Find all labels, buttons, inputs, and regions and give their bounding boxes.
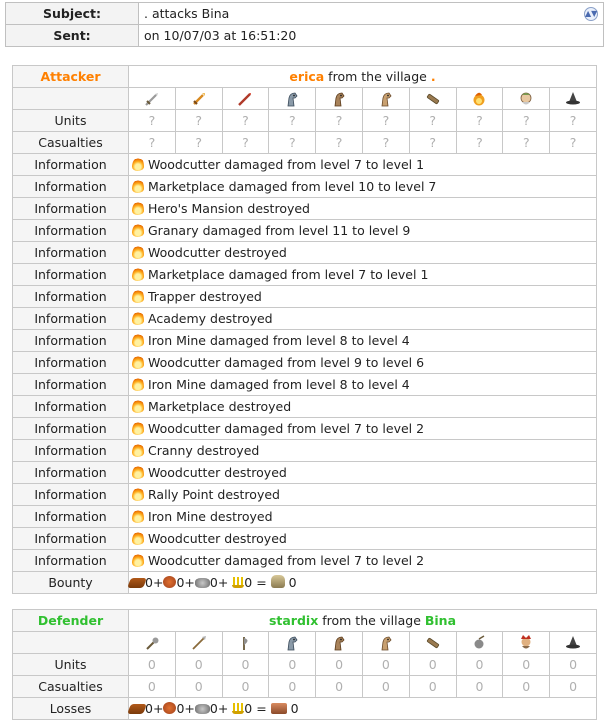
information-text-cell (129, 198, 597, 220)
unit-icon-cell (409, 632, 456, 654)
information-text-cell (129, 528, 597, 550)
fire-icon (132, 509, 144, 523)
unit-count: 0 (129, 654, 176, 676)
unit-icon-cell (456, 632, 503, 654)
att-side-label: Attacker (13, 66, 129, 88)
information-text: Woodcutter destroyed (148, 531, 287, 546)
information-label: Information (13, 220, 129, 242)
information-row (13, 242, 597, 264)
chief-icon (517, 634, 535, 652)
total-resources-icon (271, 703, 287, 714)
horse-head-icon (283, 634, 301, 652)
casualty-count: ? (362, 132, 409, 154)
information-text: Marketplace damaged from level 7 to level 1 (148, 267, 429, 282)
information-text: Cranny destroyed (148, 443, 260, 458)
fire-icon (132, 245, 144, 259)
fire-icon (132, 531, 144, 545)
information-row (13, 462, 597, 484)
information-label: Information (13, 176, 129, 198)
fire-icon (132, 465, 144, 479)
bounty-values (129, 572, 597, 594)
fire-icon (132, 179, 144, 193)
plus-sign: + (152, 701, 164, 716)
unit-icon-cell (175, 632, 222, 654)
fire-icon (132, 487, 144, 501)
unit-count: ? (129, 110, 176, 132)
information-label: Information (13, 154, 129, 176)
fire-icon (132, 267, 144, 281)
information-text: Marketplace damaged from level 10 to level 7 (148, 179, 437, 194)
losses-values (129, 698, 597, 720)
att-icons-row (13, 88, 597, 110)
horse-head-icon (283, 90, 301, 108)
information-label: Information (13, 308, 129, 330)
information-text-cell (129, 462, 597, 484)
unit-icon-cell (362, 632, 409, 654)
casualty-count: ? (269, 132, 316, 154)
horse-head-icon (377, 90, 395, 108)
information-row (13, 308, 597, 330)
unit-count: 0 (362, 654, 409, 676)
information-row (13, 506, 597, 528)
fire-icon (132, 333, 144, 347)
iron-icon (195, 704, 210, 714)
casualty-count: 0 (316, 676, 363, 698)
information-text-cell (129, 220, 597, 242)
defender-table (12, 609, 597, 720)
subject-value (139, 3, 604, 25)
information-text: Woodcutter damaged from level 7 to level 2 (148, 553, 425, 568)
unit-icon-cell (550, 632, 597, 654)
att-summary-row (13, 572, 597, 594)
fire-icon (132, 443, 144, 457)
losses-label: Losses (13, 698, 129, 720)
information-label: Information (13, 484, 129, 506)
crop-icon (232, 702, 244, 714)
information-text: Woodcutter damaged from level 7 to level 1 (148, 157, 425, 172)
information-text: Woodcutter damaged from level 7 to level 2 (148, 421, 425, 436)
casualty-count: 0 (269, 676, 316, 698)
information-text-cell (129, 506, 597, 528)
att-village-link[interactable]: . (430, 69, 436, 84)
information-text: Woodcutter destroyed (148, 465, 287, 480)
information-text-cell (129, 242, 597, 264)
unit-count: 0 (269, 654, 316, 676)
information-label: Information (13, 330, 129, 352)
casualties-label: Casualties (13, 676, 129, 698)
information-text: Iron Mine destroyed (148, 509, 273, 524)
casualty-count: 0 (129, 676, 176, 698)
information-text-cell (129, 396, 597, 418)
plus-sign: + (152, 575, 164, 590)
information-text: Iron Mine damaged from level 8 to level 4 (148, 377, 410, 392)
wood-icon (127, 704, 147, 714)
casualty-count: 0 (409, 676, 456, 698)
fire-icon (132, 421, 144, 435)
information-label: Information (13, 264, 129, 286)
att-casualties-row (13, 132, 597, 154)
plus-sign: + (217, 575, 233, 590)
information-text-cell (129, 550, 597, 572)
information-text-cell (129, 176, 597, 198)
casualty-count: 0 (222, 676, 269, 698)
plus-sign: + (184, 575, 195, 590)
information-text-cell (129, 352, 597, 374)
fire-icon (132, 355, 144, 369)
unit-icon-cell (503, 88, 550, 110)
unit-icon-cell (175, 88, 222, 110)
unit-icon-cell (456, 88, 503, 110)
iron-amount: 0 (209, 575, 218, 590)
fire-icon (132, 553, 144, 567)
unit-icon-cell (550, 88, 597, 110)
def-player-cell (129, 610, 597, 632)
unit-count: ? (456, 110, 503, 132)
information-text: Rally Point destroyed (148, 487, 280, 502)
information-text-cell (129, 264, 597, 286)
horse-head-icon (330, 90, 348, 108)
wood-amount: 0 (145, 575, 153, 590)
att-from-text: from the village (324, 69, 431, 84)
unit-count: ? (316, 110, 363, 132)
casualty-count: ? (175, 132, 222, 154)
att-units-row (13, 110, 597, 132)
unit-count: 0 (175, 654, 222, 676)
casualty-count: ? (503, 132, 550, 154)
crop-amount: 0 (244, 701, 253, 716)
unit-count: 0 (550, 654, 597, 676)
unit-count: ? (269, 110, 316, 132)
unit-icon-cell (503, 632, 550, 654)
information-label: Information (13, 286, 129, 308)
fire-icon (132, 399, 144, 413)
empty-cell (13, 632, 129, 654)
axe-icon (236, 634, 254, 652)
information-row (13, 484, 597, 506)
casualty-count: 0 (456, 676, 503, 698)
information-label: Information (13, 374, 129, 396)
information-text: Marketplace destroyed (148, 399, 292, 414)
empty-cell (13, 88, 129, 110)
unit-icon-cell (269, 88, 316, 110)
units-label: Units (13, 654, 129, 676)
information-row (13, 528, 597, 550)
equals-sign: = (252, 575, 271, 590)
information-row (13, 220, 597, 242)
sword-icon (143, 90, 161, 108)
information-label: Information (13, 506, 129, 528)
information-label: Information (13, 396, 129, 418)
information-text: Hero's Mansion destroyed (148, 201, 310, 216)
plus-sign: + (217, 701, 233, 716)
casualty-count: 0 (175, 676, 222, 698)
information-row (13, 550, 597, 572)
unit-icon-cell (129, 88, 176, 110)
horse-head-icon (330, 634, 348, 652)
crop-amount: 0 (244, 575, 253, 590)
casualty-count: ? (316, 132, 363, 154)
casualty-count: ? (222, 132, 269, 154)
def-side-label: Defender (13, 610, 129, 632)
information-row (13, 198, 597, 220)
spear-icon (190, 634, 208, 652)
casualty-count: 0 (503, 676, 550, 698)
fire-icon (132, 223, 144, 237)
casualty-count: ? (456, 132, 503, 154)
fire-icon (132, 201, 144, 215)
iron-amount: 0 (209, 701, 218, 716)
unit-count: ? (409, 110, 456, 132)
def-from-text: from the village (318, 613, 425, 628)
clay-icon (163, 576, 176, 588)
def-units-row (13, 654, 597, 676)
unit-icon-cell (409, 88, 456, 110)
fire-icon (132, 157, 144, 171)
fire-icon (132, 377, 144, 391)
unit-icon-cell (362, 88, 409, 110)
def-icons-row (13, 632, 597, 654)
casualty-count: ? (129, 132, 176, 154)
information-text-cell (129, 440, 597, 462)
units-label: Units (13, 110, 129, 132)
information-text: Granary damaged from level 11 to level 9 (148, 223, 411, 238)
def-player-link[interactable]: stardix (268, 613, 319, 628)
information-row (13, 330, 597, 352)
information-text-cell (129, 154, 597, 176)
information-label: Information (13, 198, 129, 220)
expand-toggle-icon[interactable]: ▲▼ (584, 7, 598, 21)
catapult-icon (470, 634, 488, 652)
information-text: Woodcutter destroyed (148, 245, 287, 260)
information-label: Information (13, 440, 129, 462)
information-text-cell (129, 374, 597, 396)
attacker-table (12, 65, 597, 594)
casualty-count: 0 (362, 676, 409, 698)
unit-count: ? (175, 110, 222, 132)
bounty-label: Bounty (13, 572, 129, 594)
information-text-cell (129, 418, 597, 440)
information-text-cell (129, 330, 597, 352)
def-village-link[interactable]: Bina (424, 613, 457, 628)
unit-count: ? (550, 110, 597, 132)
message-header (5, 2, 604, 47)
information-label: Information (13, 462, 129, 484)
information-text-cell (129, 308, 597, 330)
def-title-row (13, 610, 597, 632)
unit-icon-cell (269, 632, 316, 654)
iron-icon (195, 578, 210, 588)
casualties-label: Casualties (13, 132, 129, 154)
information-row (13, 154, 597, 176)
chieftain-icon (517, 90, 535, 108)
information-label: Information (13, 352, 129, 374)
unit-icon-cell (316, 632, 363, 654)
sent-label: Sent: (6, 25, 139, 47)
clay-amount: 0 (176, 575, 185, 590)
unit-count: ? (503, 110, 550, 132)
information-row (13, 440, 597, 462)
blade-icon (236, 90, 254, 108)
fireball-icon (470, 90, 488, 108)
information-row (13, 352, 597, 374)
fire-icon (132, 311, 144, 325)
unit-count: 0 (503, 654, 550, 676)
crop-icon (232, 576, 244, 588)
unit-count: 0 (456, 654, 503, 676)
plus-sign: + (184, 701, 195, 716)
dagger-icon (190, 90, 208, 108)
information-row (13, 418, 597, 440)
def-summary-row (13, 698, 597, 720)
att-player-link[interactable]: erica (289, 69, 325, 84)
information-label: Information (13, 550, 129, 572)
ram-icon (424, 634, 442, 652)
casualty-count: 0 (550, 676, 597, 698)
mace-icon (143, 634, 161, 652)
information-row (13, 374, 597, 396)
att-title-row (13, 66, 597, 88)
wood-icon (127, 578, 147, 588)
fire-icon (132, 289, 144, 303)
information-row (13, 286, 597, 308)
unit-count: 0 (409, 654, 456, 676)
ram-icon (424, 90, 442, 108)
unit-icon-cell (129, 632, 176, 654)
casualty-count: ? (550, 132, 597, 154)
carry-capacity-icon (271, 575, 285, 588)
wood-amount: 0 (145, 701, 153, 716)
information-text: Trapper destroyed (148, 289, 262, 304)
unit-count: 0 (316, 654, 363, 676)
information-row (13, 396, 597, 418)
settler-hat-icon (564, 90, 582, 108)
information-label: Information (13, 242, 129, 264)
unit-icon-cell (222, 632, 269, 654)
total-amount: 0 (286, 701, 299, 716)
subject-text: . attacks Bina (144, 6, 230, 21)
equals-sign: = (252, 701, 271, 716)
casualty-count: ? (409, 132, 456, 154)
information-text: Woodcutter damaged from level 9 to level 6 (148, 355, 425, 370)
unit-icon-cell (222, 88, 269, 110)
information-label: Information (13, 418, 129, 440)
att-player-cell (129, 66, 597, 88)
unit-count: 0 (222, 654, 269, 676)
subject-label: Subject: (6, 3, 139, 25)
unit-icon-cell (316, 88, 363, 110)
clay-amount: 0 (176, 701, 185, 716)
unit-count: ? (222, 110, 269, 132)
information-text: Iron Mine damaged from level 8 to level 4 (148, 333, 410, 348)
unit-count: ? (362, 110, 409, 132)
total-amount: 0 (284, 575, 297, 590)
information-text-cell (129, 286, 597, 308)
settler-hat-icon (564, 634, 582, 652)
information-row (13, 264, 597, 286)
def-casualties-row (13, 676, 597, 698)
information-text-cell (129, 484, 597, 506)
clay-icon (163, 702, 176, 714)
sent-value: on 10/07/03 at 16:51:20 (139, 25, 604, 47)
information-text: Academy destroyed (148, 311, 273, 326)
horse-head-icon (377, 634, 395, 652)
information-label: Information (13, 528, 129, 550)
information-row (13, 176, 597, 198)
